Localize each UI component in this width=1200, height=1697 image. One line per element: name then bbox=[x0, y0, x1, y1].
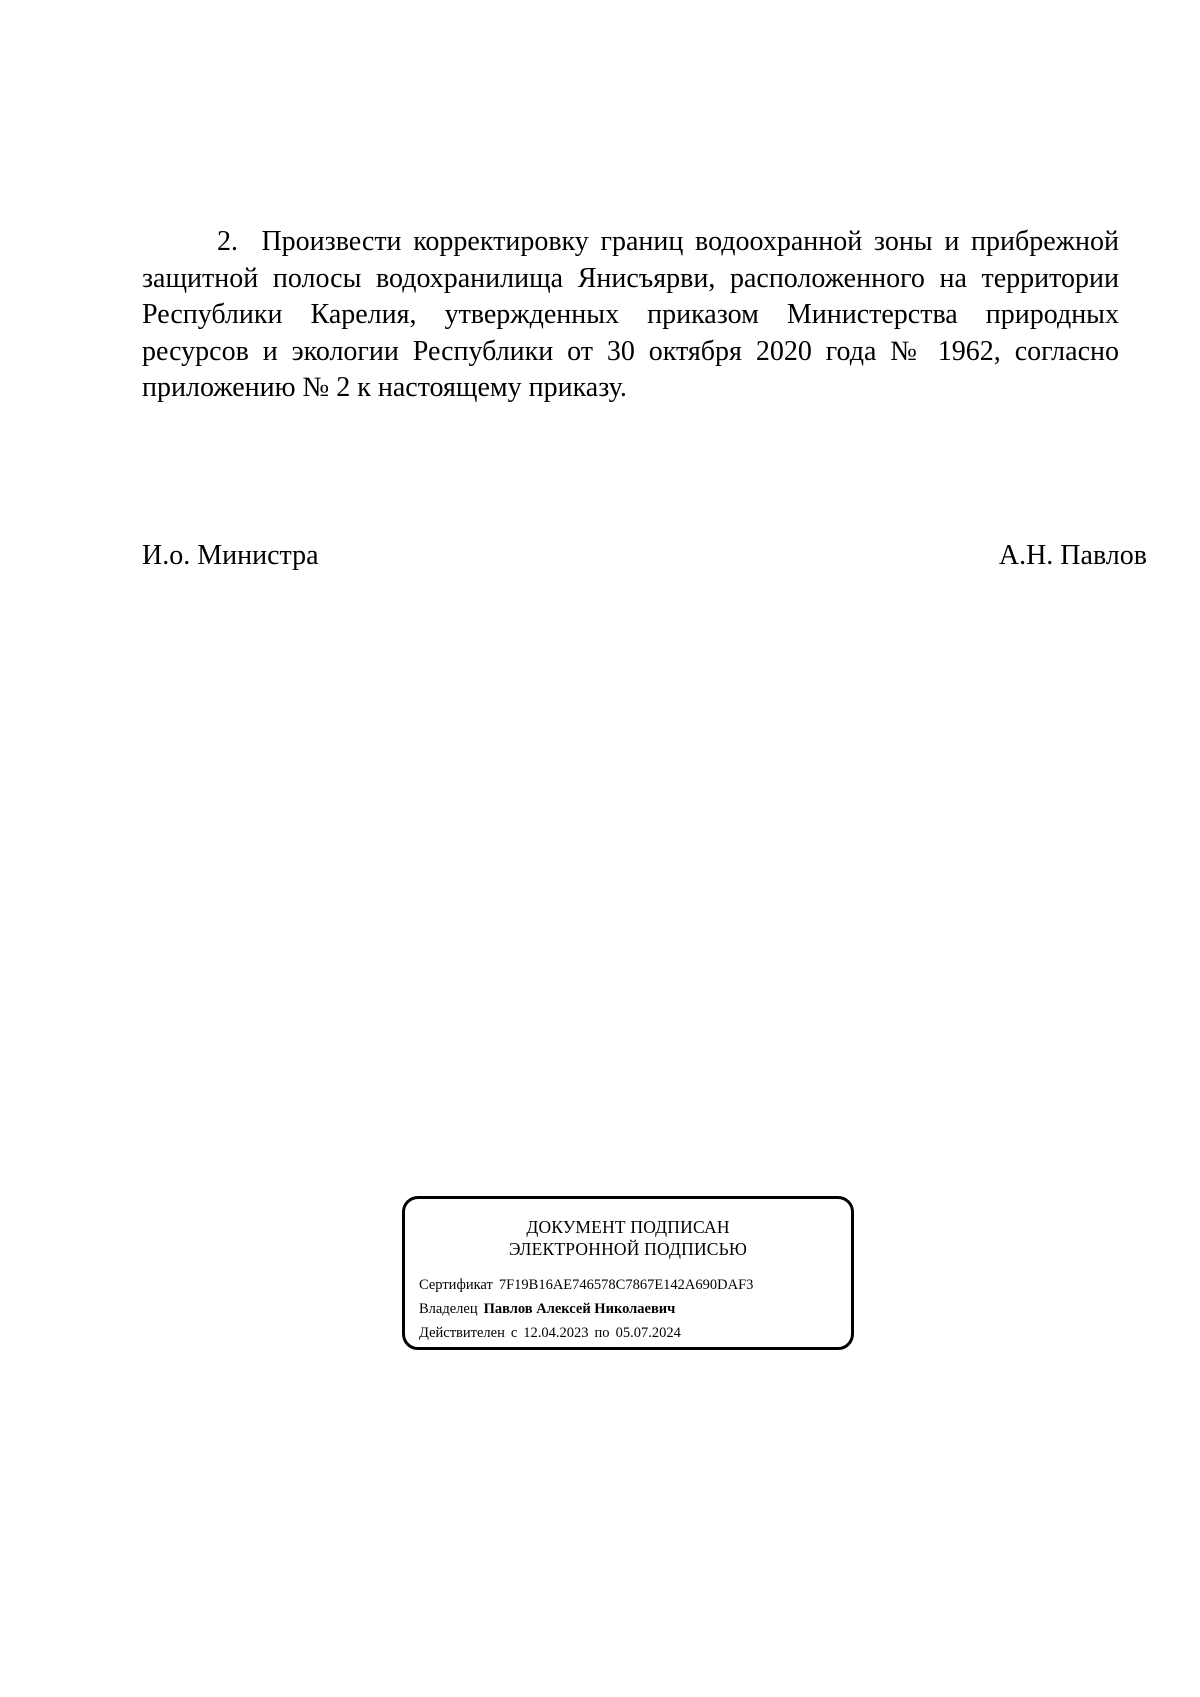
stamp-title-line1: ДОКУМЕНТ ПОДПИСАН bbox=[526, 1217, 730, 1237]
stamp-title-line2: ЭЛЕКТРОННОЙ ПОДПИСЬЮ bbox=[508, 1239, 748, 1259]
owner-value: Павлов Алексей Николаевич bbox=[483, 1301, 676, 1317]
stamp-certificate bbox=[419, 1275, 753, 1295]
valid-to-label: по bbox=[594, 1325, 610, 1341]
certificate-value: 7F19B16AE746578C7867E142A690DAF3 bbox=[498, 1277, 754, 1293]
owner-label: Владелец bbox=[419, 1301, 478, 1317]
signatory-position: И.о. Министра bbox=[142, 540, 319, 571]
order-paragraph-2: 2. Произвести корректировку границ водоохранной зоны и прибрежной защитной полосы водохранилища Янисъярви, расположенного на территории Республики Карелия, утвержденных приказом Министерства природных ресурсов и экологии Республики от 30 октября 2020 года № 1962, согласно приложению № 2 к настоящему приказу. bbox=[142, 226, 1119, 403]
certificate-label: Сертификат bbox=[419, 1277, 493, 1293]
valid-to-date: 05.07.2024 bbox=[615, 1325, 681, 1341]
electronic-signature-stamp bbox=[402, 1196, 854, 1350]
stamp-owner bbox=[419, 1299, 675, 1319]
valid-from-label: с bbox=[510, 1325, 518, 1341]
valid-label: Действителен bbox=[419, 1325, 505, 1341]
stamp-validity bbox=[419, 1323, 681, 1343]
signatory-name: А.Н. Павлов bbox=[998, 540, 1147, 571]
valid-from-date: 12.04.2023 bbox=[523, 1325, 589, 1341]
